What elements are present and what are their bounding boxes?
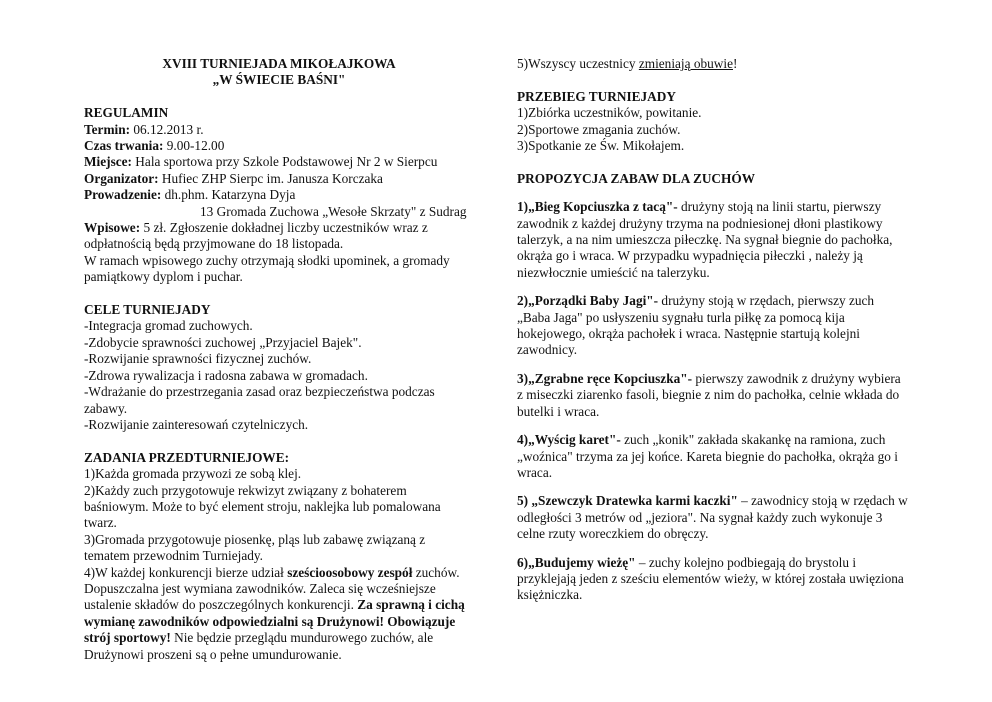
przebieg-heading: PRZEBIEG TURNIEJADY (517, 88, 676, 104)
cele-item: -Wdrażanie do przestrzegania zasad oraz bezpieczeństwa podczas zabawy. (84, 384, 435, 416)
przebieg-item: 2)Sportowe zmagania zuchów. (517, 121, 681, 137)
cele-heading: CELE TURNIEJADY (84, 302, 211, 318)
zabawa-item: 3)„Zgrabne ręce Kopciuszka"- pierwszy zawodnik z drużyny wybiera z miseczki ziarenko fasoli, biegnie z nim do pachołka, celnie wkłada do butelki i wraca. (517, 370, 901, 419)
zadanie-item-4: 4)W każdej konkurencji bierze udział sześcioosobowy zespół zuchów. Dopuszczalna jest wymiana zawodników. Zaleca się wcześniejsze ustalenie składów do poszczególnych konkurencji. Za sprawną i cichą wymianę zawodników odpowiedzialni są Drużynowi! Obowiązuje strój sportowy! Nie będzie przeglądu mundurowego zuchów, ale Drużynowi proszeni są o pełne umundurowanie. (84, 564, 465, 662)
zadanie-item: 2)Każdy zuch przygotowuje rekwizyt związany z bohaterem baśniowym. Może to być element stroju, naklejka lub pomalowana twarz. (84, 482, 441, 531)
zadanie-item: 3)Gromada przygotowuje piosenkę, pląs lub zabawę związaną z tematem przewodnim Turniejady. (84, 531, 426, 564)
termin-line: Termin: 06.12.2013 r. (84, 121, 204, 137)
cele-item: -Rozwijanie zainteresowań czytelniczych. (84, 416, 309, 432)
doc-title: XVIII TURNIEJADA MIKOŁAJKOWA (162, 56, 396, 71)
zadanie-item: 1)Każda gromada przywozi ze sobą klej. (84, 466, 302, 482)
regulamin-heading: REGULAMIN (84, 105, 169, 121)
zabawa-item: 2)„Porządki Baby Jagi"- drużyny stoją w rzędach, pierwszy zuch „Baba Jaga" po usłyszeniu sygnału turla piłkę za pomocą kija hokejowego, okrąża pachołek i wraca. Następnie startują kolejni zawodnicy. (517, 293, 875, 358)
przebieg-item: 3)Spotkanie ze Św. Mikołajem. (517, 138, 685, 154)
right-column (517, 56, 909, 604)
zabawa-item: 6)„Budujemy wieżę" – zuchy kolejno podbiegają do brystolu i przyklejają jeden z sześciu elementów wieży, w której została uwięziona księżniczka. (517, 554, 904, 603)
zabawa-item: 1)„Bieg Kopciuszka z tacą"- drużyny stoją na linii startu, pierwszy zawodnik z każdej drużyny trzyma na podniesionej dłoni plastikowy talerzyk, a na nim umieszcza piłeczkę. Na sygnał biegnie do pachołka, okrąża go i wraca. W przypadku wypadnięcia piłeczki , należy ją niezwłocznie umieścić na talerzyku. (517, 199, 893, 280)
zadanie-item-5: 5)Wszyscy uczestnicy zmieniają obuwie! (517, 56, 738, 71)
doc-subtitle: „W ŚWIECIE BAŚNI" (212, 72, 346, 88)
cele-item: -Integracja gromad zuchowych. (84, 318, 253, 334)
propozycja-heading: PROPOZYCJA ZABAW DLA ZUCHÓW (517, 170, 756, 186)
cele-item: -Rozwijanie sprawności fizycznej zuchów. (84, 351, 312, 367)
organizator-line: Organizator: Hufiec ZHP Sierpc im. Janusza Korczaka (84, 170, 383, 186)
miejsce-line: Miejsce: Hala sportowa przy Szkole Podstawowej Nr 2 w Sierpcu (84, 154, 438, 170)
cele-item: -Zdobycie sprawności zuchowej „Przyjaciel Bajek". (84, 334, 362, 350)
czas-line: Czas trwania: 9.00-12.00 (84, 138, 225, 154)
prowadzenie-line: Prowadzenie: dh.phm. Katarzyna Dyja (84, 187, 296, 203)
przebieg-item: 1)Zbiórka uczestników, powitanie. (517, 105, 702, 121)
left-column (84, 56, 474, 663)
zadania-heading: ZADANIA PRZEDTURNIEJOWE: (84, 449, 290, 465)
zabawa-item: 5) „Szewczyk Dratewka karmi kaczki" – zawodnicy stoją w rzędach w odległości 3 metrów od „jeziora". Na sygnał każdy zuch wykonuje 3 celne rzuty woreczkiem do obręczy. (517, 493, 908, 542)
prowadzenie-line-2: 13 Gromada Zuchowa „Wesołe Skrzaty" z Sudrag (200, 203, 467, 219)
wpisowe-line: Wpisowe: 5 zł. Zgłoszenie dokładnej liczby uczestników wraz z odpłatnością będą przyjmowane do 18 listopada. (84, 220, 428, 252)
zabawa-item: 4)„Wyścig karet"- zuch „konik" zakłada skakankę na ramiona, zuch „woźnica" trzyma za jej końce. Kareta biegnie do pachołka, okrąża go i wraca. (517, 432, 898, 480)
wpisowe-extra: W ramach wpisowego zuchy otrzymają słodki upominek, a gromady pamiątkowy dyplom i puchar. (84, 252, 450, 285)
cele-item: -Zdrowa rywalizacja i radosna zabawa w gromadach. (84, 367, 368, 383)
